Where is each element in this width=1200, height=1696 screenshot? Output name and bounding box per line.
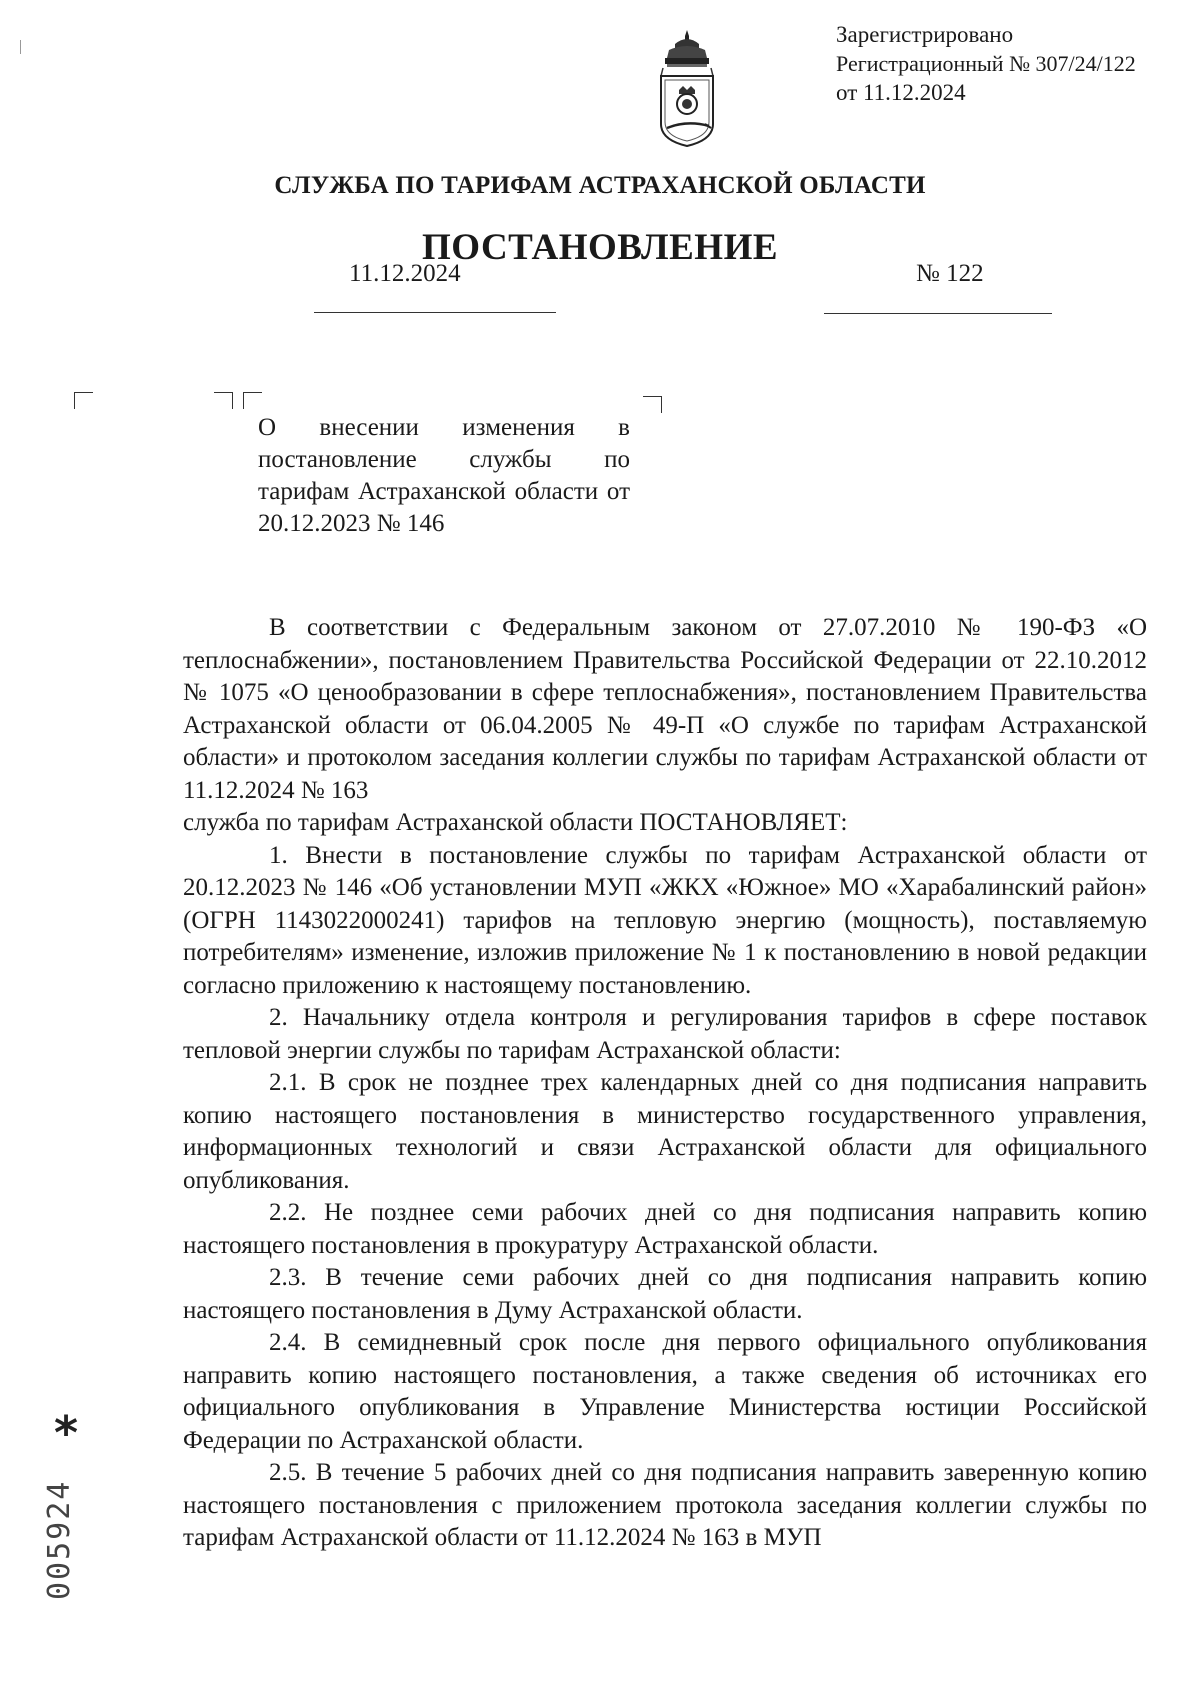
registration-label: Зарегистрировано (836, 22, 1014, 47)
paragraph-2-5: 2.5. В течение 5 рабочих дней со дня подписания направить заверенную копию настоящего постановления с приложением протокола заседания коллегии службы по тарифам Астраханской области от 11.12.2024 № 163 в МУП (183, 1459, 1147, 1551)
number-underline (824, 313, 1052, 314)
scan-mark (20, 40, 21, 54)
document-date: 11.12.2024 (349, 260, 461, 287)
resolves-line: служба по тарифам Астраханской области ПОСТАНОВЛЯЕТ: (183, 809, 848, 836)
corner-mark (243, 392, 262, 409)
paragraph-2-4: 2.4. В семидневный срок после дня первого официального опубликования направить копию настоящего постановления, а также сведения об источниках его официального опубликования в Управление Министерства юстиции Российской Федерации по Астраханской области. (183, 1329, 1147, 1454)
document-number: № 122 (916, 260, 984, 287)
preamble-paragraph: В соответствии с Федеральным законом от 27.07.2010 № 190-ФЗ «О теплоснабжении», постановлением Правительства Российской Федерации от 22.10.2012 № 1075 «О ценообразовании в сфере теплоснабжения», постановлением Правительства Астраханской области от 06.04.2005 № 49-П «О службе по тарифам Астраханской области» и протоколом заседания коллегии службы по тарифам Астраханской области от 11.12.2024 № 163 (183, 614, 1147, 804)
document-body (183, 612, 1147, 1555)
paragraph-2-2: 2.2. Не позднее семи рабочих дней со дня подписания направить копию настоящего постановления в прокуратуру Астраханской области. (183, 1199, 1147, 1259)
margin-document-code: 005924 (42, 1479, 77, 1600)
registration-date: от 11.12.2024 (836, 80, 966, 105)
asterisk-mark: * (54, 1406, 79, 1460)
corner-mark (214, 392, 233, 409)
registration-stamp (836, 20, 1136, 107)
corner-mark (643, 396, 662, 413)
paragraph-1: 1. Внести в постановление службы по тарифам Астраханской области от 20.12.2023 № 146 «Об установлении МУП «ЖКХ «Южное» МО «Харабалинский район» (ОГРН 1143022000241) тарифов на тепловую энергию (мощность), поставляемую потребителям» изменение, изложив приложение № 1 к постановлению в новой редакции согласно приложению к настоящему постановлению. (183, 841, 1147, 999)
date-underline (314, 312, 556, 313)
registration-number: Регистрационный № 307/24/122 (836, 51, 1136, 76)
organization-name: СЛУЖБА ПО ТАРИФАМ АСТРАХАНСКОЙ ОБЛАСТИ (274, 172, 926, 199)
document-subject: О внесении изменения в постановление службы по тарифам Астраханской области от 20.12.2023 № 146 (258, 414, 630, 537)
paragraph-2-1: 2.1. В срок не позднее трех календарных дней со дня подписания направить копию настоящего постановления в министерство государственного управления, информационных технологий и связи Астраханской области для официального опубликования. (183, 1069, 1147, 1194)
corner-mark (74, 392, 93, 409)
document-type: ПОСТАНОВЛЕНИЕ (421, 227, 779, 268)
paragraph-2: 2. Начальнику отдела контроля и регулирования тарифов в сфере поставок тепловой энергии службы по тарифам Астраханской области: (183, 1004, 1147, 1064)
paragraph-2-3: 2.3. В течение семи рабочих дней со дня подписания направить копию настоящего постановления в Думу Астраханской области. (183, 1264, 1147, 1324)
coat-of-arms-icon (655, 28, 719, 156)
